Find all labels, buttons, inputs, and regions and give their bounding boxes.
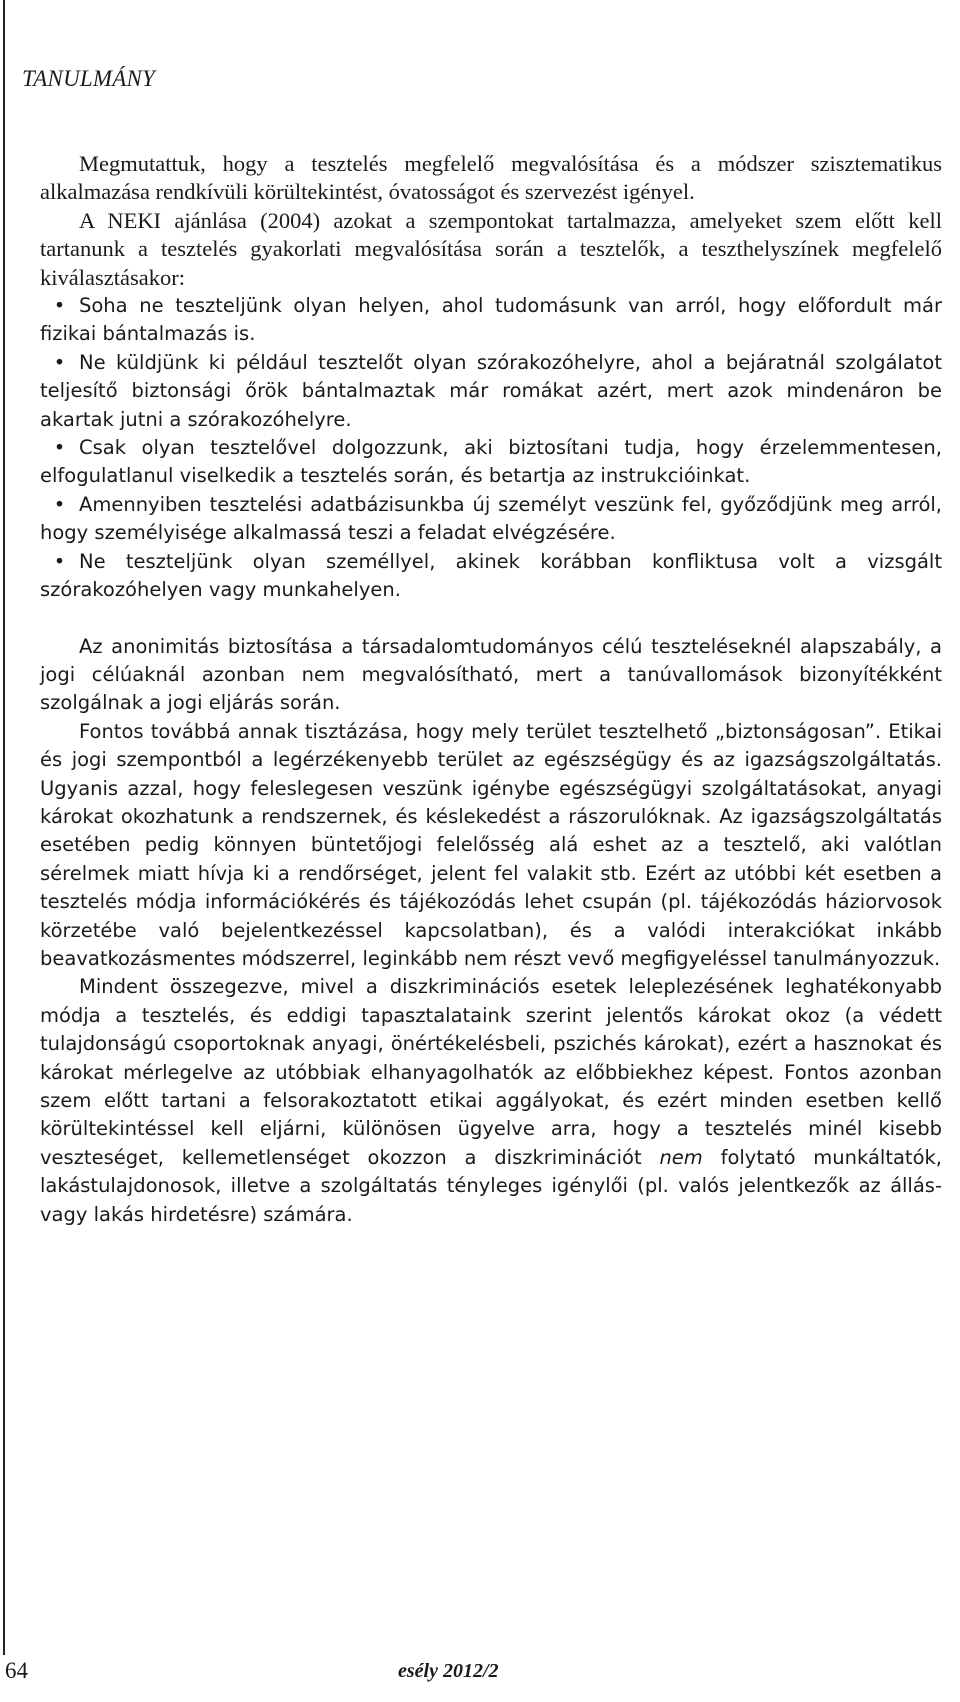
paragraph-1: Megmutattuk, hogy a tesztelés megfelelő megvalósítása és a módszer szisztematikus alkalmazása rendkívüli körültekintést, óvatosságot és szervezést igényel. [40,151,942,205]
bullet-item [40,292,942,349]
bullet-text: Amennyiben tesztelési adatbázisunkba új személyt veszünk fel, győződjünk meg arról, hogy személyisége alkalmassá teszi a feladat elvégzésére. [40,492,942,545]
bullet-icon: • [53,294,66,318]
bullet-icon: • [53,350,66,374]
bullet-icon: • [53,436,66,460]
bullet-text: Ne teszteljünk olyan személlyel, akinek korábban konfliktusa volt a vizsgált szórakozóhelyen vagy munkahelyen. [40,549,942,602]
bullet-text: Csak olyan tesztelővel dolgozzunk, aki biztosítani tudja, hogy érzelemmentesen, elfogulatlanul viselkedik a tesztelés során, és betartja az instrukcióinkat. [40,436,942,488]
paragraph-4: Fontos továbbá annak tisztázása, hogy mely terület tesztelhető „biztonságosan”. Etikai és jogi szempontból a legérzékenyebb terület az egészségügy és az igazságszolgáltatás. Ugyanis azzal, hogy feleslegesen veszünk igénybe egészségügyi szolgáltatásokat, anyagi károkat okozhatunk a rendszernek, és késlekedést a rászorulóknak. Az igazságszolgáltatás esetében pedig könnyen büntetőjogi felelősség alá eshet az a tesztelő, aki valótlan sérelmek miatt hívja ki a rendőrséget, jelent fel valakit stb. Ezért az utóbbi két esetben a tesztelés módja információkérés és tájékozódás lehet csupán (pl. tájékozódás háziorvosok körzetébe való bejelentkezéssel kapcsolatban), és a valódi interakciókat inkább beavatkozásmentes módszerrel, leginkább nem részt vevő megfigyeléssel tanulmányozzuk. [40,719,942,970]
margin-rule [3,0,5,1655]
bullet-item [40,491,942,548]
article-body [40,150,942,1229]
page-number: 64 [5,1658,28,1683]
paragraph-2: A NEKI ajánlása (2004) azokat a szempontokat tartalmazza, amelyeket szem előtt kell tartanunk a tesztelés gyakorlati megvalósítása során a tesztelők, a teszthelyszínek megfelelő kiválasztásakor: [40,207,942,290]
paragraph-5-text-end: folytató munkáltatók, lakástulajdonosok, illetve a szolgáltatás tényleges igénylői (pl. valós jelentkezők az állás- vagy lakás hirdetésre) számára. [40,1145,942,1226]
bullet-icon: • [53,492,66,516]
bullet-text: Ne küldjünk ki például tesztelőt olyan szórakozóhelyre, ahol a bejáratnál szolgálatot teljesítő biztonsági őrök bántalmaztak már romákat azért, mert azok mindenáron be akartak jutni a szórakozóhelyre. [40,350,942,431]
paragraph-5 [40,973,942,1229]
emphasis-word: nem [659,1145,703,1169]
bullet-item [40,434,942,491]
paragraph-gap [40,605,942,633]
paragraph-3: Az anonimitás biztosítása a társadalomtudományos célú teszteléseknél alapszabály, a jogi célúaknál azonban nem megvalósítható, mert a tanúvallomások bizonyítékként szolgálnak a jogi eljárás során. [40,634,942,715]
paragraph-5-text: Mindent összegezve, mivel a diszkriminációs esetek leleplezésének leghatékonyabb módja a tesztelés, és eddigi tapasztalataink szerint jelentős károkat okoz (a védett tulajdonságú csoportoknak anyagi, önértékelésbeli, pszichés károkat), ezért a hasznokat és károkat mérlegelve az utóbbiak elhanyagolhatók az előbbiekhez képest. Fontos azonban szem előtt tartani a felsorakoztatott etikai aggályokat, és ezért minden esetben kellő körültekintéssel kell eljárni, különösen ügyelve arra, hogy a tesztelés minél kisebb veszteséget, kellemetlenséget okozzon a diszkriminációt [40,975,942,1169]
section-label: TANULMÁNY [22,66,156,91]
bullet-item [40,548,942,605]
bullet-text: Soha ne teszteljünk olyan helyen, ahol tudomásunk van arról, hogy előfordult már fizikai bántalmazás is. [40,294,942,346]
bullet-icon: • [53,549,66,573]
bullet-item [40,349,942,434]
journal-footer: esély 2012/2 [398,1660,499,1682]
